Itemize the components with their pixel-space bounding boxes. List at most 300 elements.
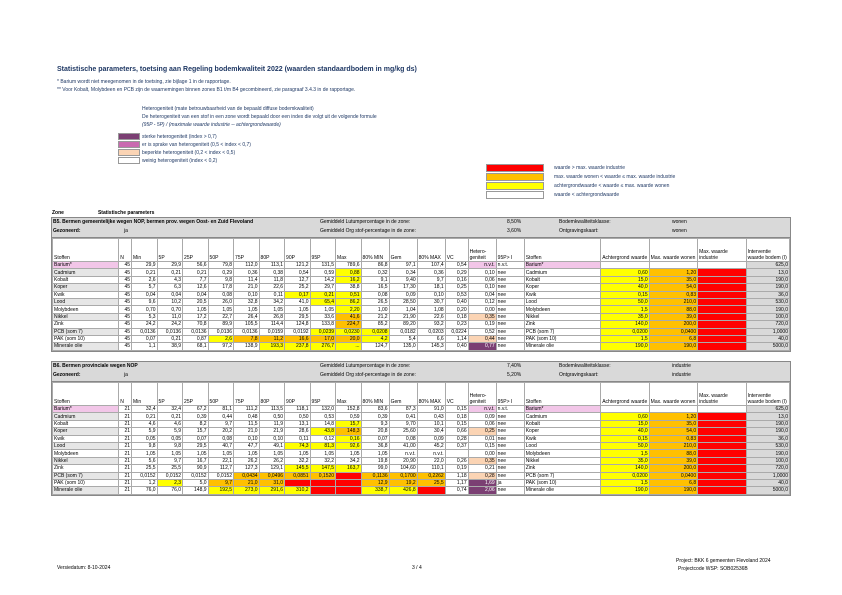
stat-value: 1,08 [417, 306, 445, 313]
background-value: 1,5 [601, 335, 649, 342]
stat-value: 38,8 [336, 284, 362, 291]
column-header: Stoffen [53, 383, 119, 406]
stat-value: 65,4 [310, 298, 336, 305]
exceed-intervention: n.v.t. [496, 406, 524, 413]
stat-value: 789,6 [336, 262, 362, 269]
vc-value [445, 450, 468, 457]
stat-value: 1,1 [132, 343, 158, 350]
column-header: 80P [259, 239, 285, 262]
intervention-value: 13,0 [746, 269, 789, 276]
table-row [53, 298, 790, 305]
substance-name-ref: Koper [524, 284, 601, 291]
column-header: Max. waarde industrie [698, 383, 746, 406]
stat-value: 91,0 [417, 406, 445, 413]
stat-value: 11,0 [157, 313, 183, 320]
max-wonen-value: 200,0 [649, 321, 697, 328]
stat-value: 25,5 [417, 479, 445, 486]
table-row [53, 406, 790, 413]
column-header: 95P [310, 383, 336, 406]
stat-value: 20,0 [336, 335, 362, 342]
background-value: 50,0 [601, 298, 649, 305]
substance-name: Zink [53, 321, 119, 328]
project-name: Project: BKK 6 gemeenten Flevoland 2024 [676, 558, 771, 564]
stat-value: 9,70 [389, 420, 417, 427]
table-row [53, 343, 790, 350]
substance-name: Zink [53, 465, 119, 472]
stat-value: 0,07 [183, 435, 209, 442]
max-industry-value: 530,0 [698, 442, 746, 449]
exceed-intervention: nee [496, 413, 524, 420]
column-header: 80% MIN [361, 383, 389, 406]
stat-value: 118,1 [285, 406, 311, 413]
stat-value: 0,0239 [310, 328, 336, 335]
exceed-intervention: nee [496, 343, 524, 350]
exceed-intervention: nee [496, 276, 524, 283]
stat-value: 40,7 [208, 442, 234, 449]
legend-label-above-industry: waarde > max. waarde industrie [554, 165, 626, 171]
stat-value: 33,6 [310, 313, 336, 320]
sample-count: 21 [119, 450, 132, 457]
column-header: 80P [259, 383, 285, 406]
vc-value: 0,37 [445, 442, 468, 449]
vc-value: 0,20 [445, 306, 468, 313]
table-row [53, 306, 790, 313]
stat-value: 5,7 [132, 284, 158, 291]
stat-value: 15,7 [336, 420, 362, 427]
sample-count: 21 [119, 435, 132, 442]
zone-block-b6 [51, 361, 791, 496]
intervention-value: 530,0 [746, 442, 789, 449]
stat-value: 0,05 [157, 435, 183, 442]
stat-value: 2,20 [336, 306, 362, 313]
sample-count: 21 [119, 457, 132, 464]
vc-value: 0,25 [445, 284, 468, 291]
lutum-value: 8,50% [507, 219, 522, 225]
stat-value: 0,0208 [361, 328, 389, 335]
stat-value: 34,2 [259, 298, 285, 305]
stat-value: 30,7 [417, 298, 445, 305]
stat-value: 11,2 [259, 335, 285, 342]
heterogeneity-value: 0,35 [468, 313, 496, 320]
table-row [53, 428, 790, 435]
stat-value: 34,2 [336, 457, 362, 464]
max-industry-value: 720,0 [698, 321, 746, 328]
substance-name: Minerale olie [53, 343, 119, 350]
stat-value: 9,1 [361, 276, 389, 283]
substance-name-ref: Lood [524, 442, 601, 449]
max-wonen-value: 6,8 [649, 335, 697, 342]
table-header-row [53, 239, 790, 262]
stat-value: 21,9 [259, 428, 285, 435]
column-header: 50P [208, 383, 234, 406]
stat-value: 1,05 [310, 306, 336, 313]
stat-value: 0,21 [310, 291, 336, 298]
stat-value: 1,05 [285, 306, 311, 313]
stat-value: 36,8 [361, 442, 389, 449]
background-value: 140,0 [601, 321, 649, 328]
stat-value: 67,2 [183, 406, 209, 413]
stat-value: 4,2 [361, 335, 389, 342]
substance-name-ref: Kwik [524, 291, 601, 298]
stat-value: 110,1 [417, 465, 445, 472]
exceed-intervention: nee [496, 321, 524, 328]
stat-value: 41,0 [285, 298, 311, 305]
stat-value: 67,0 [310, 479, 336, 486]
column-header: 80% MAX [417, 383, 445, 406]
background-value: 0,0200 [601, 328, 649, 335]
stat-value: 0,08 [208, 291, 234, 298]
stat-value: 1,05 [310, 450, 336, 457]
stat-value: 105,5 [234, 321, 260, 328]
max-wonen-value: 54,0 [649, 428, 697, 435]
column-header: N [119, 383, 132, 406]
intervention-value: 1,0000 [746, 472, 789, 479]
stat-value: 26,0 [208, 298, 234, 305]
stat-value: 92,6 [336, 442, 362, 449]
stat-value: 1,05 [234, 306, 260, 313]
legend-label-strong: sterke heterogeniteit (index > 0,7) [142, 134, 217, 140]
substance-name-ref: Zink [524, 465, 601, 472]
substance-name: Molybdeen [53, 306, 119, 313]
note-barium: * Barium wordt niet meegenomen in de toetsing, zie bijlage 1 in de rapportage. [57, 79, 231, 85]
stat-value: 11,4 [234, 276, 260, 283]
intervention-value: 190,0 [746, 428, 789, 435]
stat-value: 0,0136 [183, 328, 209, 335]
vc-value: 0,0224 [445, 328, 468, 335]
stat-value: 7,7 [183, 276, 209, 283]
stat-value: 9,8 [132, 442, 158, 449]
stat-value: 26,8 [259, 313, 285, 320]
stat-value: 0,0136 [132, 328, 158, 335]
substance-name-ref: Molybdeen [524, 450, 601, 457]
zone-block-b5 [51, 217, 791, 352]
column-header: 25P [183, 383, 209, 406]
max-industry-value: 4,30 [698, 413, 746, 420]
table-row [53, 284, 790, 291]
substance-name: Barium* [53, 406, 119, 413]
heterogeneity-formula: (95P - 5P) / (maximale waarde industrie -- achtergrondwaarde) [142, 122, 281, 128]
stat-value: 0,08 [208, 435, 234, 442]
stat-value: 8,2 [183, 420, 209, 427]
background-value [601, 262, 649, 269]
stat-value: 20,2 [208, 428, 234, 435]
exceed-intervention: ja [496, 479, 524, 486]
stat-value: 21,0 [234, 428, 260, 435]
stat-value: 0,39 [183, 413, 209, 420]
column-header: Max [336, 383, 362, 406]
sample-count: 45 [119, 284, 132, 291]
stat-value: 5,3 [132, 313, 158, 320]
legend-swatch-above-industry [486, 164, 544, 172]
klasse-value: wonen [672, 219, 687, 225]
kaart-label: Ontgravingskaart: [559, 372, 599, 378]
stat-value: 0,44 [208, 413, 234, 420]
max-industry-value: 190,0 [698, 450, 746, 457]
stat-value: 24,2 [157, 321, 183, 328]
background-value: 0,15 [601, 291, 649, 298]
stat-value: 0,0136 [208, 328, 234, 335]
gezoneerd-value: ja [124, 372, 128, 378]
stat-value: 1,05 [208, 306, 234, 313]
background-value [601, 406, 649, 413]
intervention-value: 36,0 [746, 435, 789, 442]
column-header: Hetero-geniteit [468, 239, 496, 262]
intervention-value: 530,0 [746, 298, 789, 305]
intervention-value: 5000,0 [746, 487, 789, 494]
stat-value: 25,5 [157, 465, 183, 472]
stat-value: 7,8 [234, 335, 260, 342]
stat-value: 19,2 [389, 479, 417, 486]
stat-value: 28,50 [389, 298, 417, 305]
stat-value: 0,1136 [361, 472, 389, 479]
stat-value: 0,04 [132, 291, 158, 298]
stat-value: 1,05 [361, 450, 389, 457]
stat-value: 5,9 [157, 428, 183, 435]
heterogeneity-value: 0,21 [468, 465, 496, 472]
stat-value: 276,7 [310, 343, 336, 350]
vc-value: 0,19 [445, 465, 468, 472]
stat-value: 25,60 [389, 428, 417, 435]
stat-value: 11,9 [259, 420, 285, 427]
column-header: 50P [208, 239, 234, 262]
zone-title: B5. Bermen gemeentelijke wegen NOP, bermen prov. wegen Oost- en Zuid Flevoland [53, 219, 254, 225]
org-value: 5,20% [507, 372, 522, 378]
substance-name-ref: Minerale olie [524, 343, 601, 350]
stat-value: 41,00 [389, 442, 417, 449]
vc-value: 0,53 [445, 291, 468, 298]
stat-value: 22,7 [208, 313, 234, 320]
stat-value: 112,7 [208, 465, 234, 472]
stat-value: 0,0159 [259, 328, 285, 335]
stat-value: 16,5 [361, 284, 389, 291]
stat-value: 15,7 [183, 428, 209, 435]
vc-value: 1,17 [445, 479, 468, 486]
lutum-label: Gemiddeld Lutumpercentage in de zone: [320, 363, 411, 369]
stat-value: 193,3 [259, 343, 285, 350]
stat-value: 0,21 [157, 269, 183, 276]
exceed-intervention: nee [496, 269, 524, 276]
table-row [53, 321, 790, 328]
column-header: Achtergrond waarde [601, 383, 649, 406]
stats-table [52, 382, 790, 495]
max-wonen-value: 6,8 [649, 479, 697, 486]
column-header: 75P [234, 239, 260, 262]
stat-value: 1,05 [259, 306, 285, 313]
stat-value: 32,4 [132, 406, 158, 413]
heterogeneity-value: 0,00 [468, 450, 496, 457]
column-header: 75P [234, 383, 260, 406]
stat-value: 0,05 [132, 435, 158, 442]
stat-value: 86,2 [336, 298, 362, 305]
max-wonen-value: 54,0 [649, 284, 697, 291]
substance-name-ref: PAK (som 10) [524, 335, 601, 342]
column-header: Min [132, 239, 158, 262]
max-industry-value: 720,0 [698, 465, 746, 472]
stat-value: 114,4 [259, 321, 285, 328]
substance-name: PCB (som 7) [53, 328, 119, 335]
stat-value: 0,09 [417, 435, 445, 442]
stat-value: 9,40 [389, 276, 417, 283]
stat-value: 0,08 [389, 435, 417, 442]
column-header: N [119, 239, 132, 262]
stat-value: 20,8 [361, 428, 389, 435]
heterogeneity-value: 0,01 [468, 435, 496, 442]
stat-value: 90,9 [183, 465, 209, 472]
column-header: 95P [310, 239, 336, 262]
vc-value: 0,18 [445, 313, 468, 320]
stat-value: 0,34 [389, 269, 417, 276]
stat-value: 0,50 [259, 413, 285, 420]
max-industry-value: 530,0 [698, 298, 746, 305]
stat-value: 0,0851 [285, 472, 311, 479]
page-title: Statistische parameters, toetsing aan Regeling bodemkwaliteit 2022 (waarden standaardbodem in mg/kg ds) [57, 66, 417, 73]
stat-value: 0,54 [285, 269, 311, 276]
legend-swatch-strong [118, 133, 140, 140]
legend-label-limited: beperkte heterogeniteit (0,2 < index < 0,5) [142, 150, 236, 156]
org-value: 3,60% [507, 228, 522, 234]
substance-name-ref: Nikkel [524, 457, 601, 464]
stat-value: 0,0152 [208, 472, 234, 479]
column-header: 90P [285, 239, 311, 262]
intervention-value: 190,0 [746, 306, 789, 313]
stat-value: 163,7 [336, 465, 362, 472]
heterogeneity-value: 0,77 [468, 343, 496, 350]
column-header: Stoffen [524, 383, 601, 406]
stat-value: 0,10 [234, 435, 260, 442]
stat-value: 89,20 [389, 321, 417, 328]
gezoneerd-label: Gezoneerd: [53, 372, 81, 378]
stat-value: 18,1 [417, 284, 445, 291]
stat-value: 0,04 [157, 291, 183, 298]
stat-value: 107,4 [417, 262, 445, 269]
stat-value: 1,05 [208, 450, 234, 457]
column-header: VC [445, 383, 468, 406]
stat-value: 224,7 [336, 321, 362, 328]
exceed-intervention: nee [496, 487, 524, 494]
substance-name-ref: Lood [524, 298, 601, 305]
column-header: Stoffen [524, 239, 601, 262]
stat-value: 1,00 [361, 306, 389, 313]
stat-value: 26,4 [234, 313, 260, 320]
exceed-intervention: nee [496, 298, 524, 305]
stat-value: 0,0182 [389, 328, 417, 335]
stat-value: 338,7 [361, 487, 389, 494]
stat-value: 79,8 [208, 262, 234, 269]
gezoneerd-label: Gezoneerd: [53, 228, 81, 234]
heterogeneity-value: 0,52 [468, 328, 496, 335]
legend-swatch-moderate [118, 141, 140, 148]
max-wonen-value: 190,0 [649, 487, 697, 494]
stat-value: 6,6 [417, 335, 445, 342]
stat-value: 17,8 [208, 284, 234, 291]
substance-name: PCB (som 7) [53, 472, 119, 479]
table-row [53, 465, 790, 472]
exceed-intervention: nee [496, 465, 524, 472]
stat-value: 28,6 [285, 428, 311, 435]
stat-value: 2,6 [208, 335, 234, 342]
background-value: 40,0 [601, 284, 649, 291]
stat-value: 0,21 [157, 413, 183, 420]
sample-count: 21 [119, 413, 132, 420]
stat-value: 0,48 [234, 413, 260, 420]
heterogeneity-value: 0,10 [468, 269, 496, 276]
stat-value: 1,4668 [336, 472, 362, 479]
intervention-value: 1,0000 [746, 328, 789, 335]
stat-value: 1,05 [157, 450, 183, 457]
stat-value: 9,8 [157, 442, 183, 449]
stat-value: 5,4 [389, 335, 417, 342]
intervention-value: 13,0 [746, 413, 789, 420]
max-wonen-value: 0,83 [649, 291, 697, 298]
substance-name: Cadmium [53, 413, 119, 420]
stat-value: 138,9 [234, 343, 260, 350]
max-industry-value [698, 406, 746, 413]
column-header: 95P> I [496, 239, 524, 262]
table-row [53, 328, 790, 335]
stat-value: 0,32 [361, 269, 389, 276]
vc-value: 0,26 [445, 457, 468, 464]
stat-value: 148,3 [336, 428, 362, 435]
column-header: 95P> I [496, 383, 524, 406]
heterogeneity-value: 0,10 [468, 284, 496, 291]
stat-value: 0,10 [417, 291, 445, 298]
max-industry-value: 100,0 [698, 457, 746, 464]
column-header: 25P [183, 239, 209, 262]
stat-value: 0,36 [234, 269, 260, 276]
column-header: Max [336, 239, 362, 262]
stat-value: 0,0434 [234, 472, 260, 479]
stat-value: 1,05 [259, 450, 285, 457]
stat-value: 17,0 [310, 335, 336, 342]
intervention-value: 40,0 [746, 479, 789, 486]
substance-name: PAK (som 10) [53, 335, 119, 342]
stat-value: 104,60 [389, 465, 417, 472]
stat-value: 9,6 [132, 298, 158, 305]
stat-value: 9,7 [417, 276, 445, 283]
substance-name-ref: PCB (som 7) [524, 472, 601, 479]
table-row [53, 450, 790, 457]
stat-value: 11,5 [234, 420, 260, 427]
stat-value: 0,70 [132, 306, 158, 313]
kaart-label: Ontgravingskaart: [559, 228, 599, 234]
stat-value: 0,11 [259, 291, 285, 298]
heterogeneity-value: 0,15 [468, 442, 496, 449]
exceed-intervention: nee [496, 284, 524, 291]
lutum-label: Gemiddeld Lutumpercentage in de zone: [320, 219, 411, 225]
vc-value: 0,16 [445, 276, 468, 283]
sample-count: 45 [119, 328, 132, 335]
stat-value: 0,21 [183, 269, 209, 276]
gezoneerd-value: ja [124, 228, 128, 234]
stat-value: 0,1700 [389, 472, 417, 479]
exceed-intervention: nee [496, 313, 524, 320]
table-row [53, 313, 790, 320]
stat-value: 112,0 [234, 262, 260, 269]
stat-value: 12,9 [361, 479, 389, 486]
vc-value: 0,66 [445, 428, 468, 435]
max-industry-value: 40,0 [698, 335, 746, 342]
max-wonen-value: 88,0 [649, 306, 697, 313]
stat-value: 11,8 [259, 276, 285, 283]
stats-table [52, 238, 790, 351]
stat-value: 1,05 [234, 450, 260, 457]
heterogeneity-value: n.v.t. [468, 262, 496, 269]
stat-value: 0,04 [183, 291, 209, 298]
exceed-intervention: nee [496, 450, 524, 457]
stat-value: 131,5 [310, 262, 336, 269]
stat-value: 133,8 [310, 321, 336, 328]
intervention-value: 190,0 [746, 276, 789, 283]
